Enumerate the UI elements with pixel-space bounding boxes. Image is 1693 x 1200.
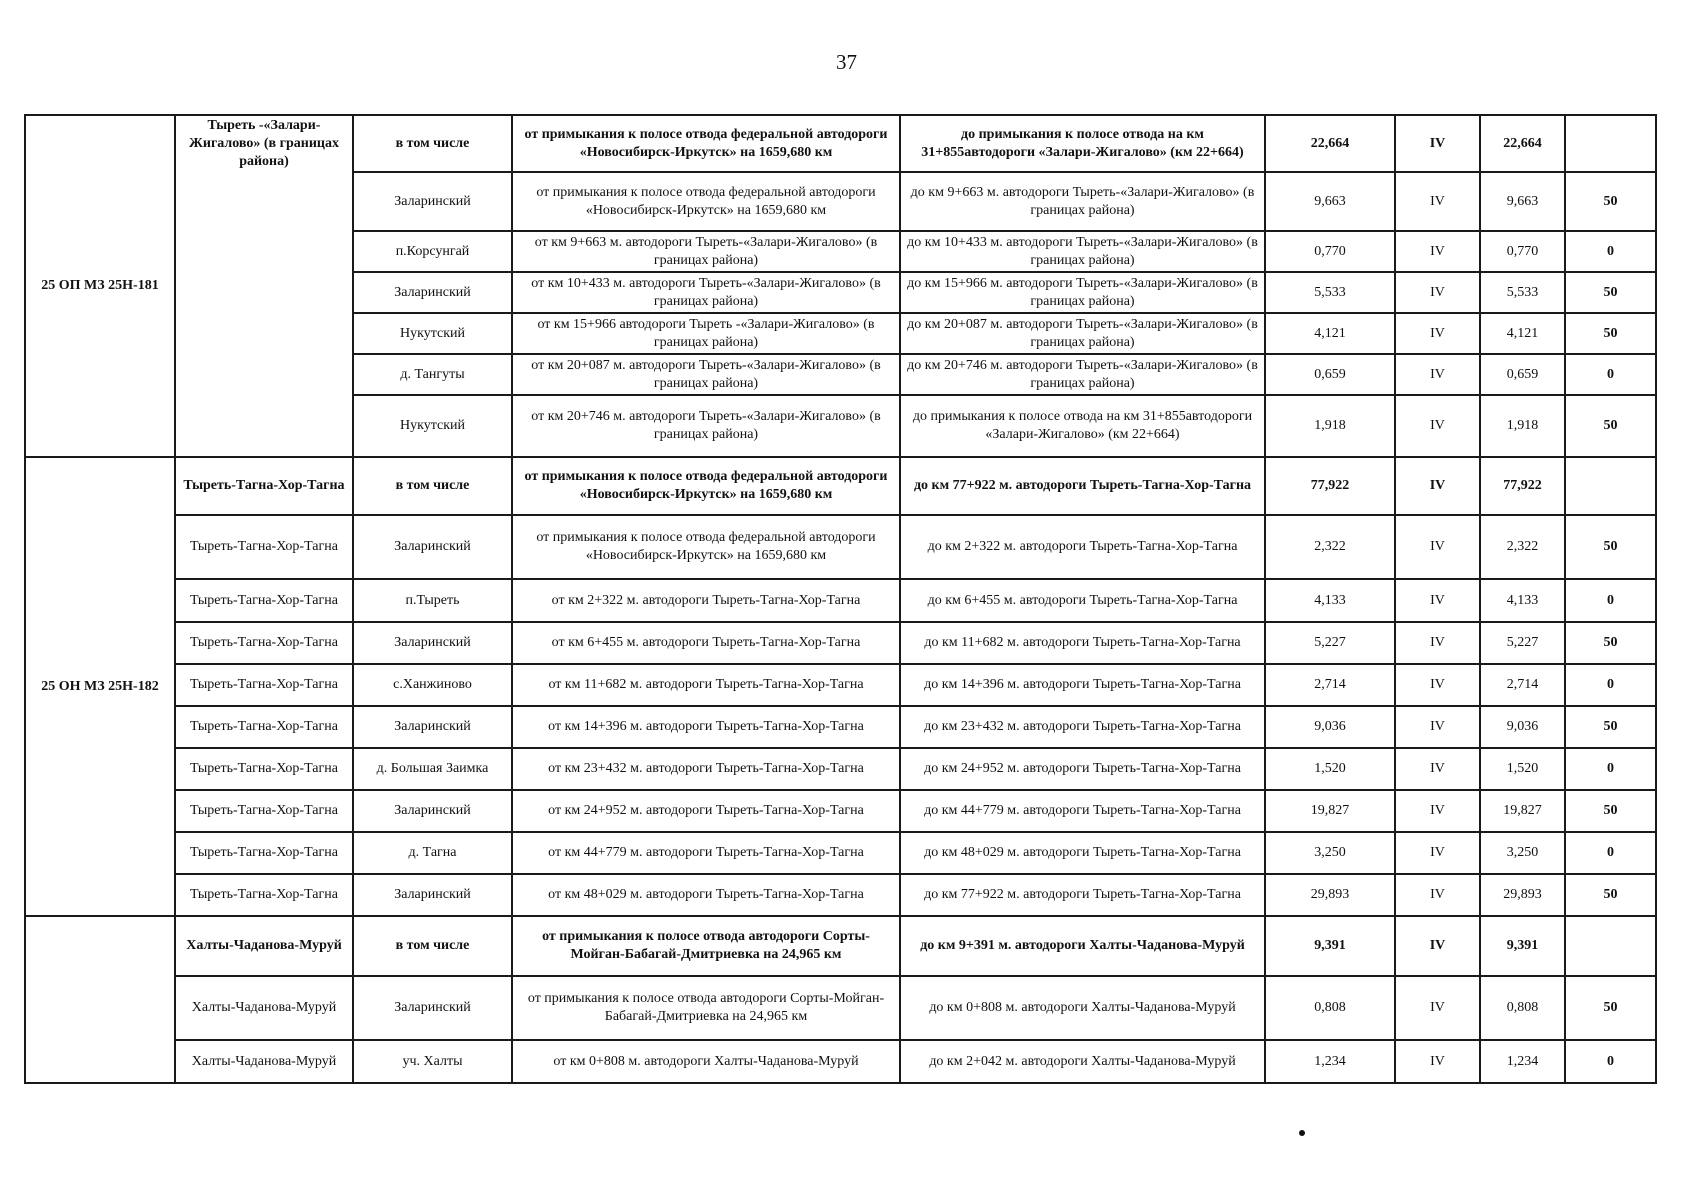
category-cell: IV xyxy=(1395,874,1480,916)
category-cell: IV xyxy=(1395,457,1480,515)
table-body xyxy=(25,115,1656,1083)
road-name-cell: Тыреть-Тагна-Хор-Тагна xyxy=(175,832,353,874)
rest-cell: 50 xyxy=(1565,976,1656,1040)
length-cell: 1,520 xyxy=(1265,748,1395,790)
to-cell: до км 9+663 м. автодороги Тыреть-«Залари-Жигалово» (в границах района) xyxy=(900,172,1265,231)
table-row xyxy=(25,1040,1656,1083)
segment-cell: Заларинский xyxy=(353,272,512,313)
from-cell: от км 11+682 м. автодороги Тыреть-Тагна-Хор-Тагна xyxy=(512,664,900,706)
total-cell: 4,121 xyxy=(1480,313,1565,354)
road-name-cell: Тыреть-Тагна-Хор-Тагна xyxy=(175,874,353,916)
segment-cell: Заларинский xyxy=(353,874,512,916)
rest-cell: 50 xyxy=(1565,313,1656,354)
category-cell: IV xyxy=(1395,976,1480,1040)
rest-cell: 0 xyxy=(1565,579,1656,622)
segment-cell: в том числе xyxy=(353,457,512,515)
to-cell: до км 0+808 м. автодороги Халты-Чаданова-Муруй xyxy=(900,976,1265,1040)
length-cell: 22,664 xyxy=(1265,115,1395,172)
rest-cell: 50 xyxy=(1565,272,1656,313)
length-cell: 9,663 xyxy=(1265,172,1395,231)
road-name-cell: Тыреть-Тагна-Хор-Тагна xyxy=(175,579,353,622)
to-cell: до км 9+391 м. автодороги Халты-Чаданова-Муруй xyxy=(900,916,1265,976)
road-name-cell: Тыреть-Тагна-Хор-Тагна xyxy=(175,706,353,748)
rest-cell: 50 xyxy=(1565,706,1656,748)
category-cell: IV xyxy=(1395,231,1480,272)
total-cell: 1,520 xyxy=(1480,748,1565,790)
from-cell: от км 23+432 м. автодороги Тыреть-Тагна-Хор-Тагна xyxy=(512,748,900,790)
segment-cell: Заларинский xyxy=(353,790,512,832)
total-cell: 4,133 xyxy=(1480,579,1565,622)
to-cell: до км 77+922 м. автодороги Тыреть-Тагна-Хор-Тагна xyxy=(900,874,1265,916)
to-cell: до км 23+432 м. автодороги Тыреть-Тагна-Хор-Тагна xyxy=(900,706,1265,748)
to-cell: до примыкания к полосе отвода на км 31+855автодороги «Залари-Жигалово» (км 22+664) xyxy=(900,395,1265,457)
category-cell: IV xyxy=(1395,748,1480,790)
total-cell: 2,322 xyxy=(1480,515,1565,579)
from-cell: от км 20+746 м. автодороги Тыреть-«Залари-Жигалово» (в границах района) xyxy=(512,395,900,457)
total-cell: 22,664 xyxy=(1480,115,1565,172)
length-cell: 77,922 xyxy=(1265,457,1395,515)
rest-cell: 0 xyxy=(1565,664,1656,706)
total-cell: 5,533 xyxy=(1480,272,1565,313)
length-cell: 29,893 xyxy=(1265,874,1395,916)
rest-cell: 0 xyxy=(1565,832,1656,874)
rest-cell: 50 xyxy=(1565,874,1656,916)
segment-cell: в том числе xyxy=(353,916,512,976)
length-cell: 0,808 xyxy=(1265,976,1395,1040)
table-row xyxy=(25,579,1656,622)
length-cell: 9,036 xyxy=(1265,706,1395,748)
to-cell: до км 2+042 м. автодороги Халты-Чаданова-Муруй xyxy=(900,1040,1265,1083)
rest-cell: 0 xyxy=(1565,1040,1656,1083)
category-cell: IV xyxy=(1395,706,1480,748)
table-row xyxy=(25,976,1656,1040)
category-cell: IV xyxy=(1395,622,1480,664)
from-cell: от примыкания к полосе отвода автодороги Сорты-Мойган-Бабагай-Дмитриевка на 24,965 км xyxy=(512,976,900,1040)
segment-cell: Нукутский xyxy=(353,313,512,354)
total-cell: 0,659 xyxy=(1480,354,1565,395)
from-cell: от км 2+322 м. автодороги Тыреть-Тагна-Хор-Тагна xyxy=(512,579,900,622)
table-row xyxy=(25,874,1656,916)
length-cell: 5,227 xyxy=(1265,622,1395,664)
category-cell: IV xyxy=(1395,790,1480,832)
segment-cell: Заларинский xyxy=(353,976,512,1040)
road-code-cell: 25 ОП МЗ 25Н-181 xyxy=(25,115,175,457)
stray-mark xyxy=(1299,1130,1305,1136)
table-row xyxy=(25,748,1656,790)
roads-table xyxy=(24,114,1657,1084)
category-cell: IV xyxy=(1395,313,1480,354)
length-cell: 4,121 xyxy=(1265,313,1395,354)
to-cell: до км 15+966 м. автодороги Тыреть-«Залари-Жигалово» (в границах района) xyxy=(900,272,1265,313)
to-cell: до км 6+455 м. автодороги Тыреть-Тагна-Хор-Тагна xyxy=(900,579,1265,622)
segment-cell: уч. Халты xyxy=(353,1040,512,1083)
to-cell: до км 11+682 м. автодороги Тыреть-Тагна-Хор-Тагна xyxy=(900,622,1265,664)
from-cell: от км 14+396 м. автодороги Тыреть-Тагна-Хор-Тагна xyxy=(512,706,900,748)
category-cell: IV xyxy=(1395,515,1480,579)
from-cell: от примыкания к полосе отвода автодороги Сорты-Мойган-Бабагай-Дмитриевка на 24,965 км xyxy=(512,916,900,976)
road-name-cell: Тыреть-Тагна-Хор-Тагна xyxy=(175,790,353,832)
total-cell: 1,918 xyxy=(1480,395,1565,457)
rest-cell: 0 xyxy=(1565,231,1656,272)
category-cell: IV xyxy=(1395,395,1480,457)
category-cell: IV xyxy=(1395,115,1480,172)
from-cell: от км 10+433 м. автодороги Тыреть-«Залари-Жигалово» (в границах района) xyxy=(512,272,900,313)
table-row xyxy=(25,622,1656,664)
from-cell: от км 9+663 м. автодороги Тыреть-«Залари-Жигалово» (в границах района) xyxy=(512,231,900,272)
rest-cell: 50 xyxy=(1565,172,1656,231)
segment-cell: д. Большая Заимка xyxy=(353,748,512,790)
road-name-cell: Халты-Чаданова-Муруй xyxy=(175,916,353,976)
rest-cell xyxy=(1565,916,1656,976)
category-cell: IV xyxy=(1395,664,1480,706)
total-cell: 19,827 xyxy=(1480,790,1565,832)
total-cell: 0,770 xyxy=(1480,231,1565,272)
road-code-cell xyxy=(25,916,175,1083)
total-cell: 3,250 xyxy=(1480,832,1565,874)
table-row xyxy=(25,790,1656,832)
category-cell: IV xyxy=(1395,579,1480,622)
total-cell: 0,808 xyxy=(1480,976,1565,1040)
length-cell: 4,133 xyxy=(1265,579,1395,622)
segment-cell: Заларинский xyxy=(353,706,512,748)
rest-cell: 0 xyxy=(1565,354,1656,395)
segment-cell: с.Ханжиново xyxy=(353,664,512,706)
from-cell: от км 20+087 м. автодороги Тыреть-«Залари-Жигалово» (в границах района) xyxy=(512,354,900,395)
road-name-cell: Тыреть-Тагна-Хор-Тагна xyxy=(175,622,353,664)
length-cell: 3,250 xyxy=(1265,832,1395,874)
segment-cell: п.Корсунгай xyxy=(353,231,512,272)
from-cell: от км 48+029 м. автодороги Тыреть-Тагна-Хор-Тагна xyxy=(512,874,900,916)
to-cell: до км 20+746 м. автодороги Тыреть-«Залари-Жигалово» (в границах района) xyxy=(900,354,1265,395)
segment-cell: в том числе xyxy=(353,115,512,172)
table-row xyxy=(25,664,1656,706)
road-header-row xyxy=(25,916,1656,976)
from-cell: от примыкания к полосе отвода федеральной автодороги «Новосибирск-Иркутск» на 1659,680 км xyxy=(512,515,900,579)
total-cell: 29,893 xyxy=(1480,874,1565,916)
to-cell: до км 77+922 м. автодороги Тыреть-Тагна-Хор-Тагна xyxy=(900,457,1265,515)
total-cell: 2,714 xyxy=(1480,664,1565,706)
total-cell: 1,234 xyxy=(1480,1040,1565,1083)
rest-cell: 50 xyxy=(1565,622,1656,664)
road-name-cell: Халты-Чаданова-Муруй xyxy=(175,976,353,1040)
from-cell: от км 24+952 м. автодороги Тыреть-Тагна-Хор-Тагна xyxy=(512,790,900,832)
length-cell: 0,659 xyxy=(1265,354,1395,395)
road-code-cell: 25 ОН МЗ 25Н-182 xyxy=(25,457,175,916)
to-cell: до км 44+779 м. автодороги Тыреть-Тагна-Хор-Тагна xyxy=(900,790,1265,832)
category-cell: IV xyxy=(1395,272,1480,313)
category-cell: IV xyxy=(1395,916,1480,976)
length-cell: 2,714 xyxy=(1265,664,1395,706)
from-cell: от км 6+455 м. автодороги Тыреть-Тагна-Хор-Тагна xyxy=(512,622,900,664)
page-number: 37 xyxy=(836,50,857,74)
segment-cell: Заларинский xyxy=(353,622,512,664)
from-cell: от км 0+808 м. автодороги Халты-Чаданова-Муруй xyxy=(512,1040,900,1083)
length-cell: 19,827 xyxy=(1265,790,1395,832)
segment-cell: д. Тагна xyxy=(353,832,512,874)
length-cell: 9,391 xyxy=(1265,916,1395,976)
rest-cell: 0 xyxy=(1565,748,1656,790)
from-cell: от примыкания к полосе отвода федеральной автодороги «Новосибирск-Иркутск» на 1659,680 км xyxy=(512,115,900,172)
segment-cell: Заларинский xyxy=(353,515,512,579)
segment-cell: д. Тангуты xyxy=(353,354,512,395)
category-cell: IV xyxy=(1395,832,1480,874)
road-name-cell: Тыреть-Тагна-Хор-Тагна xyxy=(175,515,353,579)
length-cell: 0,770 xyxy=(1265,231,1395,272)
total-cell: 9,391 xyxy=(1480,916,1565,976)
rest-cell: 50 xyxy=(1565,395,1656,457)
segment-cell: Нукутский xyxy=(353,395,512,457)
rest-cell: 50 xyxy=(1565,515,1656,579)
length-cell: 1,918 xyxy=(1265,395,1395,457)
table-row xyxy=(25,832,1656,874)
table-row xyxy=(25,706,1656,748)
length-cell: 5,533 xyxy=(1265,272,1395,313)
total-cell: 9,663 xyxy=(1480,172,1565,231)
total-cell: 9,036 xyxy=(1480,706,1565,748)
road-name-cell: Тыреть-Тагна-Хор-Тагна xyxy=(175,748,353,790)
to-cell: до км 20+087 м. автодороги Тыреть-«Залари-Жигалово» (в границах района) xyxy=(900,313,1265,354)
road-name-cell: Тыреть-Тагна-Хор-Тагна xyxy=(175,664,353,706)
road-header-row xyxy=(25,457,1656,515)
total-cell: 5,227 xyxy=(1480,622,1565,664)
length-cell: 1,234 xyxy=(1265,1040,1395,1083)
to-cell: до км 2+322 м. автодороги Тыреть-Тагна-Хор-Тагна xyxy=(900,515,1265,579)
road-name-cell: Халты-Чаданова-Муруй xyxy=(175,1040,353,1083)
segment-cell: п.Тыреть xyxy=(353,579,512,622)
table-row xyxy=(25,515,1656,579)
category-cell: IV xyxy=(1395,354,1480,395)
road-name-cell: Тыреть-Тагна-Хор-Тагна xyxy=(175,457,353,515)
from-cell: от км 15+966 автодороги Тыреть -«Залари-Жигалово» (в границах района) xyxy=(512,313,900,354)
segment-cell: Заларинский xyxy=(353,172,512,231)
from-cell: от примыкания к полосе отвода федеральной автодороги «Новосибирск-Иркутск» на 1659,680 км xyxy=(512,457,900,515)
road-name-cell: Тыреть -«Залари-Жигалово» (в границах района) xyxy=(175,115,353,457)
to-cell: до км 48+029 м. автодороги Тыреть-Тагна-Хор-Тагна xyxy=(900,832,1265,874)
rest-cell xyxy=(1565,457,1656,515)
from-cell: от км 44+779 м. автодороги Тыреть-Тагна-Хор-Тагна xyxy=(512,832,900,874)
to-cell: до км 14+396 м. автодороги Тыреть-Тагна-Хор-Тагна xyxy=(900,664,1265,706)
road-header-row xyxy=(25,115,1656,172)
length-cell: 2,322 xyxy=(1265,515,1395,579)
to-cell: до примыкания к полосе отвода на км 31+855автодороги «Залари-Жигалово» (км 22+664) xyxy=(900,115,1265,172)
to-cell: до км 24+952 м. автодороги Тыреть-Тагна-Хор-Тагна xyxy=(900,748,1265,790)
category-cell: IV xyxy=(1395,1040,1480,1083)
rest-cell xyxy=(1565,115,1656,172)
to-cell: до км 10+433 м. автодороги Тыреть-«Залари-Жигалово» (в границах района) xyxy=(900,231,1265,272)
total-cell: 77,922 xyxy=(1480,457,1565,515)
rest-cell: 50 xyxy=(1565,790,1656,832)
from-cell: от примыкания к полосе отвода федеральной автодороги «Новосибирск-Иркутск» на 1659,680 км xyxy=(512,172,900,231)
category-cell: IV xyxy=(1395,172,1480,231)
